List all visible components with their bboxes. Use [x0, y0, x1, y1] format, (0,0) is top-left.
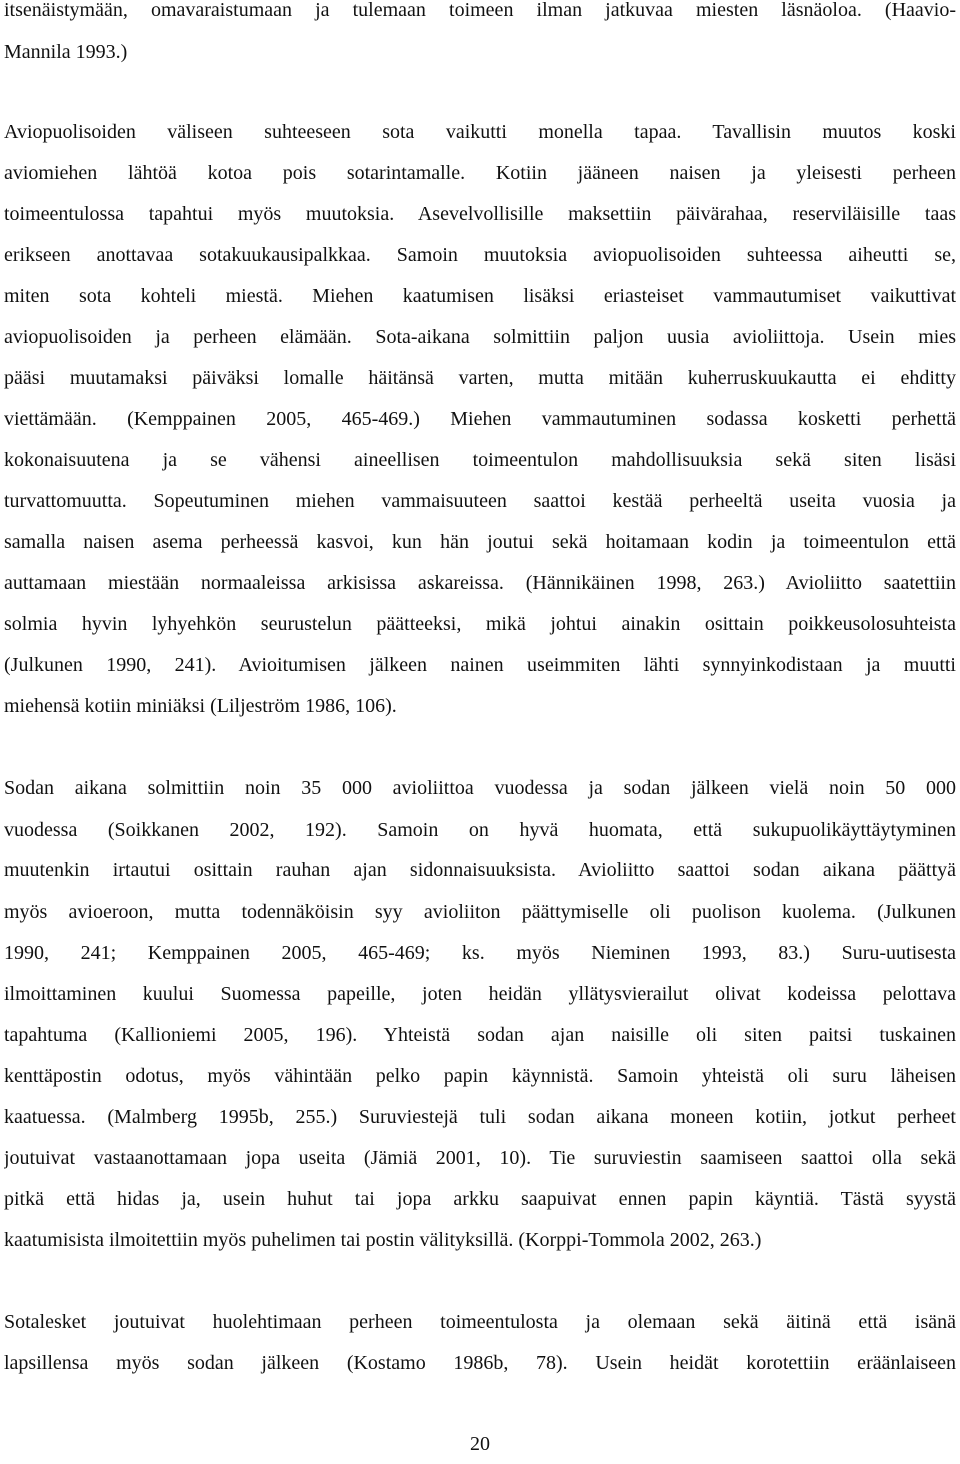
text-line: Sotalesket joutuivat huolehtimaan perheen toimeentulosta ja olemaan sekä äitinä että isänä	[4, 1311, 956, 1333]
text-line: Mannila 1993.)	[4, 41, 128, 63]
text-line: auttamaan miestään normaaleissa arkisissa askareissa. (Hännikäinen 1998, 263.) Avioliitto saatettiin	[4, 572, 956, 594]
text-line: myös avioeroon, mutta todennäköisin syy avioliiton päättymiselle oli puolison kuolema. (Julkunen	[4, 901, 956, 923]
text-line: kaatuessa. (Malmberg 1995b, 255.) Suruviestejä tuli sodan aikana moneen kotiin, jotkut perheet	[4, 1106, 956, 1128]
page-number: 20	[470, 1433, 490, 1455]
text-line: tapahtuma (Kallioniemi 2005, 196). Yhteistä sodan ajan naisille oli siten paitsi tuskainen	[4, 1024, 956, 1046]
text-line: turvattomuutta. Sopeutuminen miehen vammaisuuteen saattoi kestää perheeltä useita vuosia ja	[4, 490, 956, 512]
text-line: viettämään. (Kemppainen 2005, 465-469.) Miehen vammautuminen sodassa kosketti perhettä	[4, 408, 956, 430]
text-line: kokonaisuutena ja se vähensi aineellisen toimeentulon mahdollisuuksia sekä siten lisäsi	[4, 449, 956, 471]
text-line: kenttäpostin odotus, myös vähintään pelko papin käynnistä. Samoin yhteistä oli suru läheisen	[4, 1065, 956, 1087]
text-line: joutuivat vastaanottamaan jopa useita (Jämiä 2001, 10). Tie suruviestin saamiseen saattoi olla sekä	[4, 1147, 956, 1169]
text-line: pitkä että hidas ja, usein huhut tai jopa arkku saapuivat ennen papin käyntiä. Tästä syystä	[4, 1188, 956, 1210]
text-line: muutenkin irtautui osittain rauhan ajan sidonnaisuuksista. Avioliitto saattoi sodan aikana päättyä	[4, 859, 956, 881]
text-line: Aviopuolisoiden väliseen suhteeseen sota vaikutti monella tapaa. Tavallisin muutos koski	[4, 121, 956, 143]
text-line: miten sota kohteli miestä. Miehen kaatumisen lisäksi eriasteiset vammautumiset vaikuttivat	[4, 285, 956, 307]
text-line: aviomiehen lähtöä kotoa pois sotarintamalle. Kotiin jääneen naisen ja yleisesti perheen	[4, 162, 956, 184]
text-line: Sodan aikana solmittiin noin 35 000 avioliittoa vuodessa ja sodan jälkeen vielä noin 50 000	[4, 777, 956, 799]
text-line: miehensä kotiin miniäksi (Liljeström 1986, 106).	[4, 695, 397, 717]
text-line: (Julkunen 1990, 241). Avioitumisen jälkeen nainen useimmiten lähti synnyinkodistaan ja muutti	[4, 654, 956, 676]
text-line: kaatumisista ilmoitettiin myös puhelimen tai postin välityksillä. (Korppi-Tommola 2002, 263.)	[4, 1229, 762, 1251]
text-line: ilmoittaminen kuului Suomessa papeille, joten heidän yllätysvierailut olivat kodeissa pelottava	[4, 983, 956, 1005]
text-line: itsenäistymään, omavaraistumaan ja tulemaan toimeen ilman jatkuvaa miesten läsnäoloa. (Haavio-	[4, 0, 956, 21]
text-line: toimeentulossa tapahtui myös muutoksia. Asevelvollisille maksettiin päivärahaa, reserviläisille taas	[4, 203, 956, 225]
text-line: erikseen anottavaa sotakuukausipalkkaa. Samoin muutoksia aviopuolisoiden suhteessa aiheutti se,	[4, 244, 956, 266]
text-line: lapsillensa myös sodan jälkeen (Kostamo 1986b, 78). Usein heidät korotettiin eräänlaiseen	[4, 1352, 956, 1374]
text-line: aviopuolisoiden ja perheen elämään. Sota-aikana solmittiin paljon uusia avioliittoja. Usein mies	[4, 326, 956, 348]
text-line: pääsi muutamaksi päiväksi lomalle häitänsä varten, mutta mitään kuherruskuukautta ei ehditty	[4, 367, 956, 389]
text-line: samalla naisen asema perheessä kasvoi, kun hän joutui sekä hoitamaan kodin ja toimeentulon että	[4, 531, 956, 553]
text-line: 1990, 241; Kemppainen 2005, 465-469; ks. myös Nieminen 1993, 83.) Suru-uutisesta	[4, 942, 956, 964]
text-line: vuodessa (Soikkanen 2002, 192). Samoin on hyvä huomata, että sukupuolikäyttäytyminen	[4, 819, 956, 841]
text-line: solmia hyvin lyhyehkön seurustelun päätteeksi, mikä johtui ainakin osittain poikkeusolosuhteista	[4, 613, 956, 635]
